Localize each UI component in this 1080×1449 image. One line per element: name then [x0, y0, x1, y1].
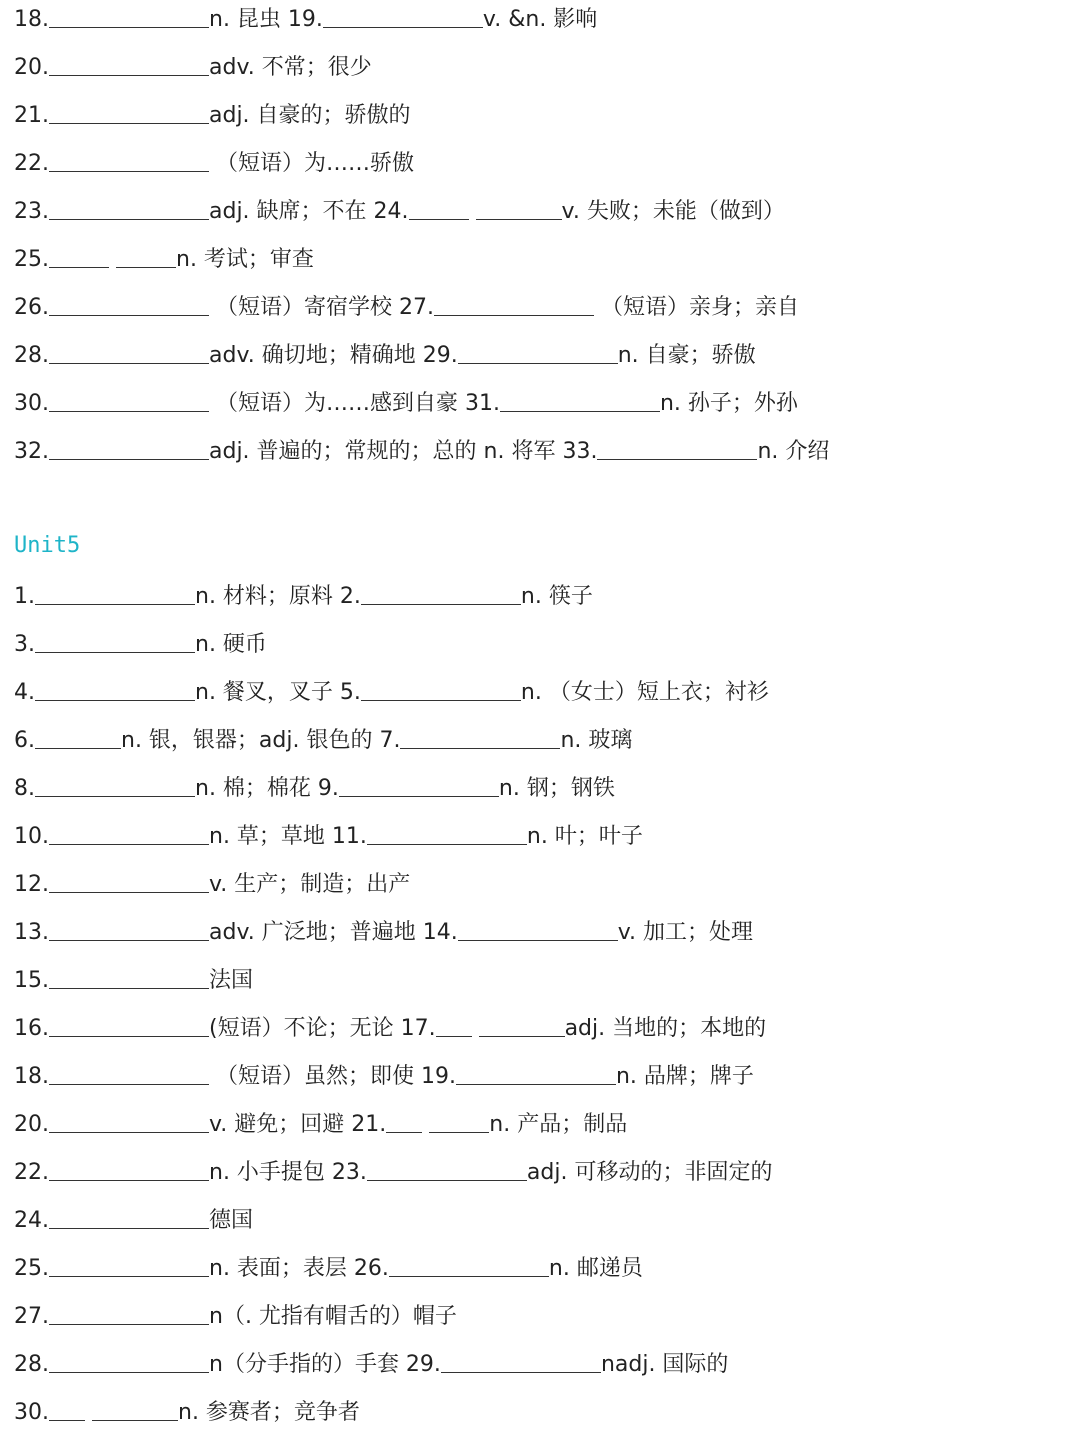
- item-definition: （短语）寄宿学校 27.: [209, 295, 434, 320]
- item-number: 24.: [14, 1208, 49, 1233]
- answer-blank[interactable]: [49, 892, 209, 893]
- answer-blank[interactable]: [35, 604, 195, 605]
- vocab-line: [14, 1153, 772, 1193]
- item-definition: n. 邮递员: [548, 1256, 643, 1281]
- item-definition: n. 钢；钢铁: [498, 776, 615, 801]
- item-definition: (短语）不论；无论 17.: [209, 1016, 436, 1041]
- answer-blank[interactable]: [35, 652, 195, 653]
- item-number: 18.: [14, 1064, 49, 1089]
- item-number: 21.: [14, 103, 49, 128]
- item-number: 10.: [14, 824, 49, 849]
- answer-blank[interactable]: [49, 1372, 209, 1373]
- vocab-line: [14, 1249, 643, 1289]
- item-definition: n. 银，银器；adj. 银色的 7.: [121, 728, 401, 753]
- answer-blank[interactable]: [367, 1180, 527, 1181]
- item-number: 16.: [14, 1016, 49, 1041]
- answer-blank[interactable]: [49, 940, 209, 941]
- item-number: 22.: [14, 151, 49, 176]
- item-number: 25.: [14, 1256, 49, 1281]
- answer-blank[interactable]: [116, 267, 176, 268]
- vocab-line: [14, 961, 253, 1001]
- answer-blank[interactable]: [361, 700, 521, 701]
- item-definition: n. 昆虫 19.: [209, 7, 323, 32]
- answer-blank[interactable]: [367, 844, 527, 845]
- item-number: 28.: [14, 1352, 49, 1377]
- vocab-line: [14, 96, 411, 136]
- vocab-line: [14, 673, 769, 713]
- item-definition: n. 表面；表层 26.: [209, 1256, 389, 1281]
- vocab-line: [14, 1009, 766, 1049]
- vocab-line: [14, 577, 593, 617]
- vocab-line: [14, 1345, 728, 1385]
- vocab-line: [14, 1201, 253, 1241]
- vocab-line: [14, 625, 267, 665]
- item-definition: adv. 不常；很少: [209, 55, 372, 80]
- answer-blank[interactable]: [49, 459, 209, 460]
- item-definition: n. 介绍: [757, 439, 830, 464]
- vocab-line: [14, 865, 410, 905]
- answer-blank[interactable]: [49, 1132, 209, 1133]
- answer-blank[interactable]: [49, 123, 209, 124]
- item-definition: v. &n. 影响: [482, 7, 598, 32]
- item-definition: （短语）虽然；即使 19.: [209, 1064, 456, 1089]
- answer-blank[interactable]: [429, 1132, 489, 1133]
- item-definition: adj. 当地的；本地的: [564, 1016, 767, 1041]
- item-number: 1.: [14, 584, 35, 609]
- answer-blank[interactable]: [49, 411, 209, 412]
- item-definition: n. 玻璃: [560, 728, 633, 753]
- item-definition: （短语）为……骄傲: [209, 151, 414, 176]
- vocab-line: [14, 817, 643, 857]
- vocab-line: [14, 1393, 360, 1433]
- vocab-line: [14, 288, 799, 328]
- item-number: 27.: [14, 1304, 49, 1329]
- answer-blank[interactable]: [597, 459, 757, 460]
- item-definition: n. 考试；审查: [176, 247, 314, 272]
- vocab-line: [14, 1297, 457, 1337]
- item-number: 25.: [14, 247, 49, 272]
- item-number: 22.: [14, 1160, 49, 1185]
- item-definition: n. 草；草地 11.: [209, 824, 367, 849]
- vocab-line: [14, 769, 615, 809]
- item-definition: n. 参赛者；竞争者: [178, 1400, 360, 1425]
- answer-blank[interactable]: [49, 1180, 209, 1181]
- answer-blank[interactable]: [476, 219, 562, 220]
- item-definition: [109, 243, 116, 277]
- answer-blank[interactable]: [49, 1228, 209, 1229]
- item-number: 6.: [14, 728, 35, 753]
- item-number: 20.: [14, 1112, 49, 1137]
- answer-blank[interactable]: [386, 1132, 422, 1133]
- answer-blank[interactable]: [49, 267, 109, 268]
- item-definition: n. 小手提包 23.: [209, 1160, 367, 1185]
- answer-blank[interactable]: [49, 219, 209, 220]
- vocab-line: [14, 240, 314, 280]
- vocab-line: [14, 721, 632, 761]
- item-definition: v. 避免；回避 21.: [209, 1112, 387, 1137]
- vocab-line: [14, 913, 753, 953]
- answer-blank[interactable]: [49, 1324, 209, 1325]
- answer-blank[interactable]: [49, 315, 209, 316]
- item-definition: n. 自豪；骄傲: [617, 343, 756, 368]
- vocab-line: [14, 1105, 627, 1145]
- answer-blank[interactable]: [441, 1372, 601, 1373]
- item-definition: 德国: [209, 1208, 254, 1233]
- vocab-line: [14, 0, 597, 40]
- answer-blank[interactable]: [361, 604, 521, 605]
- item-definition: n. 孙子；外孙: [659, 391, 798, 416]
- item-number: 15.: [14, 968, 49, 993]
- answer-blank[interactable]: [323, 27, 483, 28]
- item-number: 13.: [14, 920, 49, 945]
- answer-blank[interactable]: [434, 315, 594, 316]
- answer-blank[interactable]: [456, 1084, 616, 1085]
- item-number: 12.: [14, 872, 49, 897]
- vocab-line: [14, 48, 372, 88]
- answer-blank[interactable]: [409, 219, 469, 220]
- item-definition: nadj. 国际的: [600, 1352, 729, 1377]
- answer-blank[interactable]: [458, 940, 618, 941]
- item-number: 23.: [14, 199, 49, 224]
- answer-blank[interactable]: [49, 844, 209, 845]
- item-definition: [472, 1012, 479, 1046]
- answer-blank[interactable]: [49, 171, 209, 172]
- item-definition: n. 硬币: [195, 632, 267, 657]
- answer-blank[interactable]: [49, 1036, 209, 1037]
- answer-blank[interactable]: [339, 796, 499, 797]
- item-definition: n. 筷子: [520, 584, 593, 609]
- item-definition: v. 加工；处理: [617, 920, 754, 945]
- item-definition: v. 失败；未能（做到）: [561, 199, 785, 224]
- unit5-heading: Unit5: [14, 533, 81, 558]
- item-definition: n. 叶；叶子: [526, 824, 643, 849]
- vocab-line: [14, 144, 414, 184]
- item-definition: n. 棉；棉花 9.: [195, 776, 339, 801]
- item-number: 28.: [14, 343, 49, 368]
- answer-blank[interactable]: [49, 988, 209, 989]
- item-number: 8.: [14, 776, 35, 801]
- answer-blank[interactable]: [49, 75, 209, 76]
- item-definition: [422, 1108, 429, 1142]
- answer-blank[interactable]: [458, 363, 618, 364]
- item-definition: （短语）亲身；亲自: [593, 295, 799, 320]
- item-definition: （短语）为……感到自豪 31.: [209, 391, 500, 416]
- item-definition: adv. 确切地；精确地 29.: [209, 343, 458, 368]
- item-definition: n. 材料；原料 2.: [195, 584, 361, 609]
- item-number: 20.: [14, 55, 49, 80]
- answer-blank[interactable]: [49, 1084, 209, 1085]
- item-number: 3.: [14, 632, 35, 657]
- answer-blank[interactable]: [49, 1420, 85, 1421]
- vocab-line: [14, 1057, 754, 1097]
- item-definition: n. 品牌；牌子: [615, 1064, 754, 1089]
- item-number: 26.: [14, 295, 49, 320]
- item-definition: n（分手指的）手套 29.: [209, 1352, 441, 1377]
- answer-blank[interactable]: [49, 363, 209, 364]
- item-definition: adj. 自豪的；骄傲的: [209, 103, 411, 128]
- answer-blank[interactable]: [389, 1276, 549, 1277]
- answer-blank[interactable]: [35, 748, 121, 749]
- item-definition: [469, 195, 476, 229]
- item-definition: 法国: [209, 968, 254, 993]
- answer-blank[interactable]: [35, 796, 195, 797]
- answer-blank[interactable]: [479, 1036, 565, 1037]
- answer-blank[interactable]: [400, 748, 560, 749]
- answer-blank[interactable]: [49, 27, 209, 28]
- item-definition: n. 餐叉，叉子 5.: [195, 680, 361, 705]
- vocab-line: [14, 192, 785, 232]
- item-definition: adv. 广泛地；普遍地 14.: [209, 920, 458, 945]
- answer-blank[interactable]: [92, 1420, 178, 1421]
- item-definition: adj. 普遍的；常规的；总的 n. 将军 33.: [209, 439, 598, 464]
- answer-blank[interactable]: [49, 1276, 209, 1277]
- item-definition: n（. 尤指有帽舌的）帽子: [209, 1304, 457, 1329]
- item-number: 4.: [14, 680, 35, 705]
- vocab-line: [14, 336, 756, 376]
- vocab-line: [14, 432, 829, 472]
- item-number: 32.: [14, 439, 49, 464]
- item-number: 18.: [14, 7, 49, 32]
- answer-blank[interactable]: [500, 411, 660, 412]
- item-definition: v. 生产；制造；出产: [209, 872, 411, 897]
- item-definition: n. 产品；制品: [489, 1112, 628, 1137]
- vocab-line: [14, 384, 798, 424]
- item-number: 30.: [14, 391, 49, 416]
- item-definition: adj. 缺席；不在 24.: [209, 199, 409, 224]
- answer-blank[interactable]: [35, 700, 195, 701]
- item-definition: adj. 可移动的；非固定的: [526, 1160, 773, 1185]
- item-definition: n. （女士）短上衣；衬衫: [520, 680, 769, 705]
- item-definition: [85, 1396, 92, 1430]
- item-number: 30.: [14, 1400, 49, 1425]
- answer-blank[interactable]: [436, 1036, 472, 1037]
